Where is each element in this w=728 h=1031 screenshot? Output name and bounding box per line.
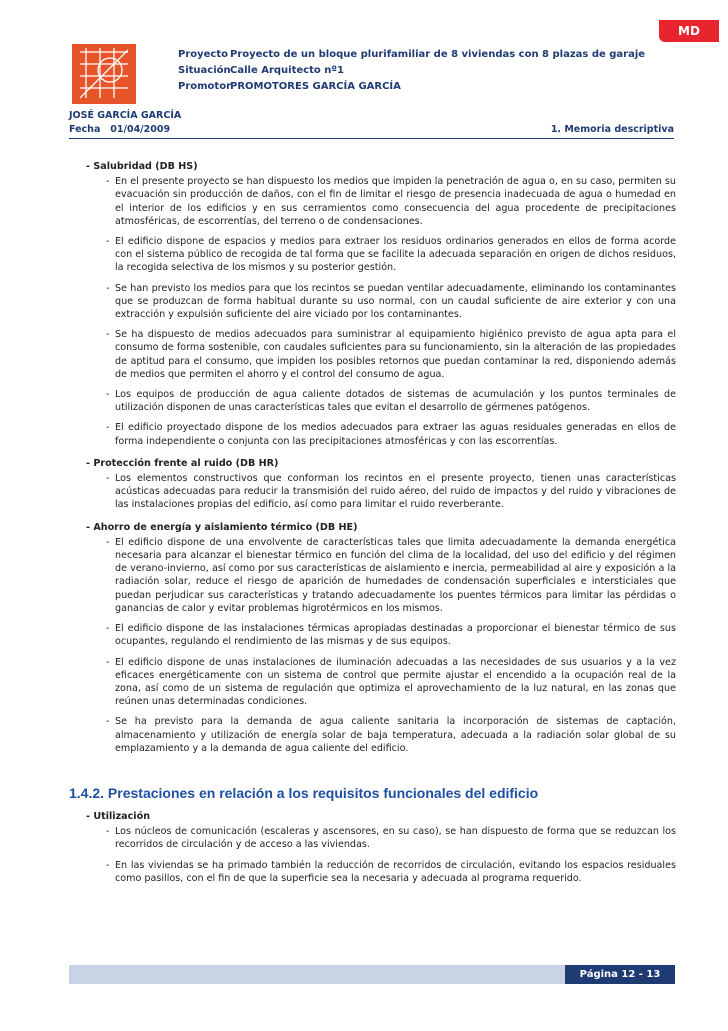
list-item: - Se ha dispuesto de medios adecuados para suministrar al equipamiento higiénico previsto de agua apta para el consumo de forma sostenible, con caudales suficientes para su funcionamiento, sin la alteración de las propiedades de aptitud para el consumo, que impiden los posibles retornos que puedan contaminar la red, disponiendo además de medios que permiten el ahorro y el control del consumo de agua.: [86, 328, 676, 381]
md-badge: MD: [659, 20, 719, 42]
date-bar: [69, 124, 674, 139]
list-item: - Los núcleos de comunicación (escaleras y ascensores, en su caso), se han dispuesto de forma que se reduzcan los recorridos de circulación y de acceso a las viviendas.: [86, 825, 676, 851]
list-item: - Los elementos constructivos que conforman los recintos en el presente proyecto, tienen unas características acústicas adecuadas para reducir la transmisión del ruido aéreo, del ruido de impactos y del ruido y vibraciones de las instalaciones propias del edificio, así como para limitar el ruido reverberante.: [86, 472, 676, 512]
list-item: - Se ha previsto para la demanda de agua caliente sanitaria la incorporación de sistemas de captación, almacenamiento y utilización de energía solar de baja temperatura, adecuada a la radiación solar global de su emplazamiento y a la demanda de agua caliente del edificio.: [86, 715, 676, 755]
section-salubridad: [86, 160, 676, 448]
project-row: Proyecto Proyecto de un bloque plurifamiliar de 8 viviendas con 8 plazas de garaje: [178, 49, 646, 60]
section-energia: [86, 521, 676, 755]
section-heading: 1.4.2. Prestaciones en relación a los requisitos funcionales del edificio: [69, 785, 539, 801]
list-item: - Los equipos de producción de agua caliente dotados de sistemas de acumulación y los puntos terminales de utilización disponen de unas características tales que evitan el desarrollo de gérmenes patógenos.: [86, 388, 676, 414]
architect-logo: [70, 40, 138, 108]
promoter-row: PromotorPROMOTORES GARCÍA GARCÍA: [178, 81, 401, 92]
section-title: - Utilización: [86, 811, 151, 822]
date-label: Fecha 01/04/2009: [69, 124, 171, 135]
requirements-content: [86, 160, 676, 764]
author-name: JOSÉ GARCÍA GARCÍA: [69, 110, 182, 121]
list-item: - Se han previsto los medios para que los recintos se puedan ventilar adecuadamente, eliminando los contaminantes que se produzcan de forma habitual durante su uso normal, con un caudal suficiente de aire exterior y con una extracción y expulsión suficiente del aire viciado por los contaminantes.: [86, 282, 676, 322]
section-ruido: [86, 457, 676, 512]
list-item: - En el presente proyecto se han dispuesto los medios que impiden la penetración de agua o, en su caso, permiten su evacuación sin producción de daños, con el fin de limitar el riesgo de presencia inadecuada de agua o humedad en el interior de los edificios y en sus cerramientos como consecuencia del agua procedente de precipitaciones atmosféricas, de escorrentías, del terreno o de condensaciones.: [86, 175, 676, 228]
section-title: - Salubridad (DB HS): [86, 161, 198, 172]
list-item: - El edificio dispone de espacios y medios para extraer los residuos ordinarios generados en ellos de forma acorde con el sistema público de recogida de tal forma que se facilite la adecuada separación en origen de dichos residuos, la recogida selectiva de los mismos y su posterior gestión.: [86, 235, 676, 275]
list-item: - El edificio dispone de las instalaciones térmicas apropiadas destinadas a proporcionar el bienestar térmico de sus ocupantes, regulando el rendimiento de las mismas y de sus equipos.: [86, 622, 676, 648]
list-item: - En las viviendas se ha primado también la reducción de recorridos de circulación, evitando los espacios residuales como pasillos, con el fin de que la superficie sea la necesaria y adecuada al programa requerido.: [86, 859, 676, 885]
list-item: - El edificio dispone de una envolvente de características tales que limita adecuadamente la demanda energética necesaria para alcanzar el bienestar térmico en función del clima de la localidad, del uso del edificio y del régimen de verano-invierno, así como por sus características de aislamiento e inercia, permeabilidad al aire y exposición a la radiación solar, reduce el riesgo de aparición de humedades de condensación superficiales e intersticiales que puedan perjudicar sus características y tratando adecuadamente los puentes térmicos para limitar las pérdidas o ganancias de calor y evitar problemas higrotérmicos en los mismos.: [86, 536, 676, 615]
location-row: SituaciónCalle Arquitecto nº1: [178, 65, 344, 76]
project-info: [178, 45, 645, 96]
section-title: - Ahorro de energía y aislamiento térmico (DB HE): [86, 521, 358, 533]
footer-bar: [69, 965, 675, 984]
section-title: - Protección frente al ruido (DB HR): [86, 457, 279, 469]
list-item: - El edificio dispone de unas instalaciones de iluminación adecuadas a las necesidades de sus usuarios y a la vez eficaces energéticamente con un sistema de control que permite ajustar el encendido a la ocupación real de la zona, así como de un sistema de regulación que optimiza el aprovechamiento de la luz natural, en las zonas que reúnen unas determinadas condiciones.: [86, 656, 676, 709]
list-item: - El edificio proyectado dispone de los medios adecuados para extraer las aguas residuales generadas en ellos de forma independiente o conjunta con las precipitaciones atmosféricas y con las escorrentías.: [86, 421, 676, 447]
page-number: Página 12 - 13: [565, 965, 675, 984]
functional-content: [86, 810, 676, 894]
doc-section-label: 1. Memoria descriptiva: [550, 124, 674, 135]
